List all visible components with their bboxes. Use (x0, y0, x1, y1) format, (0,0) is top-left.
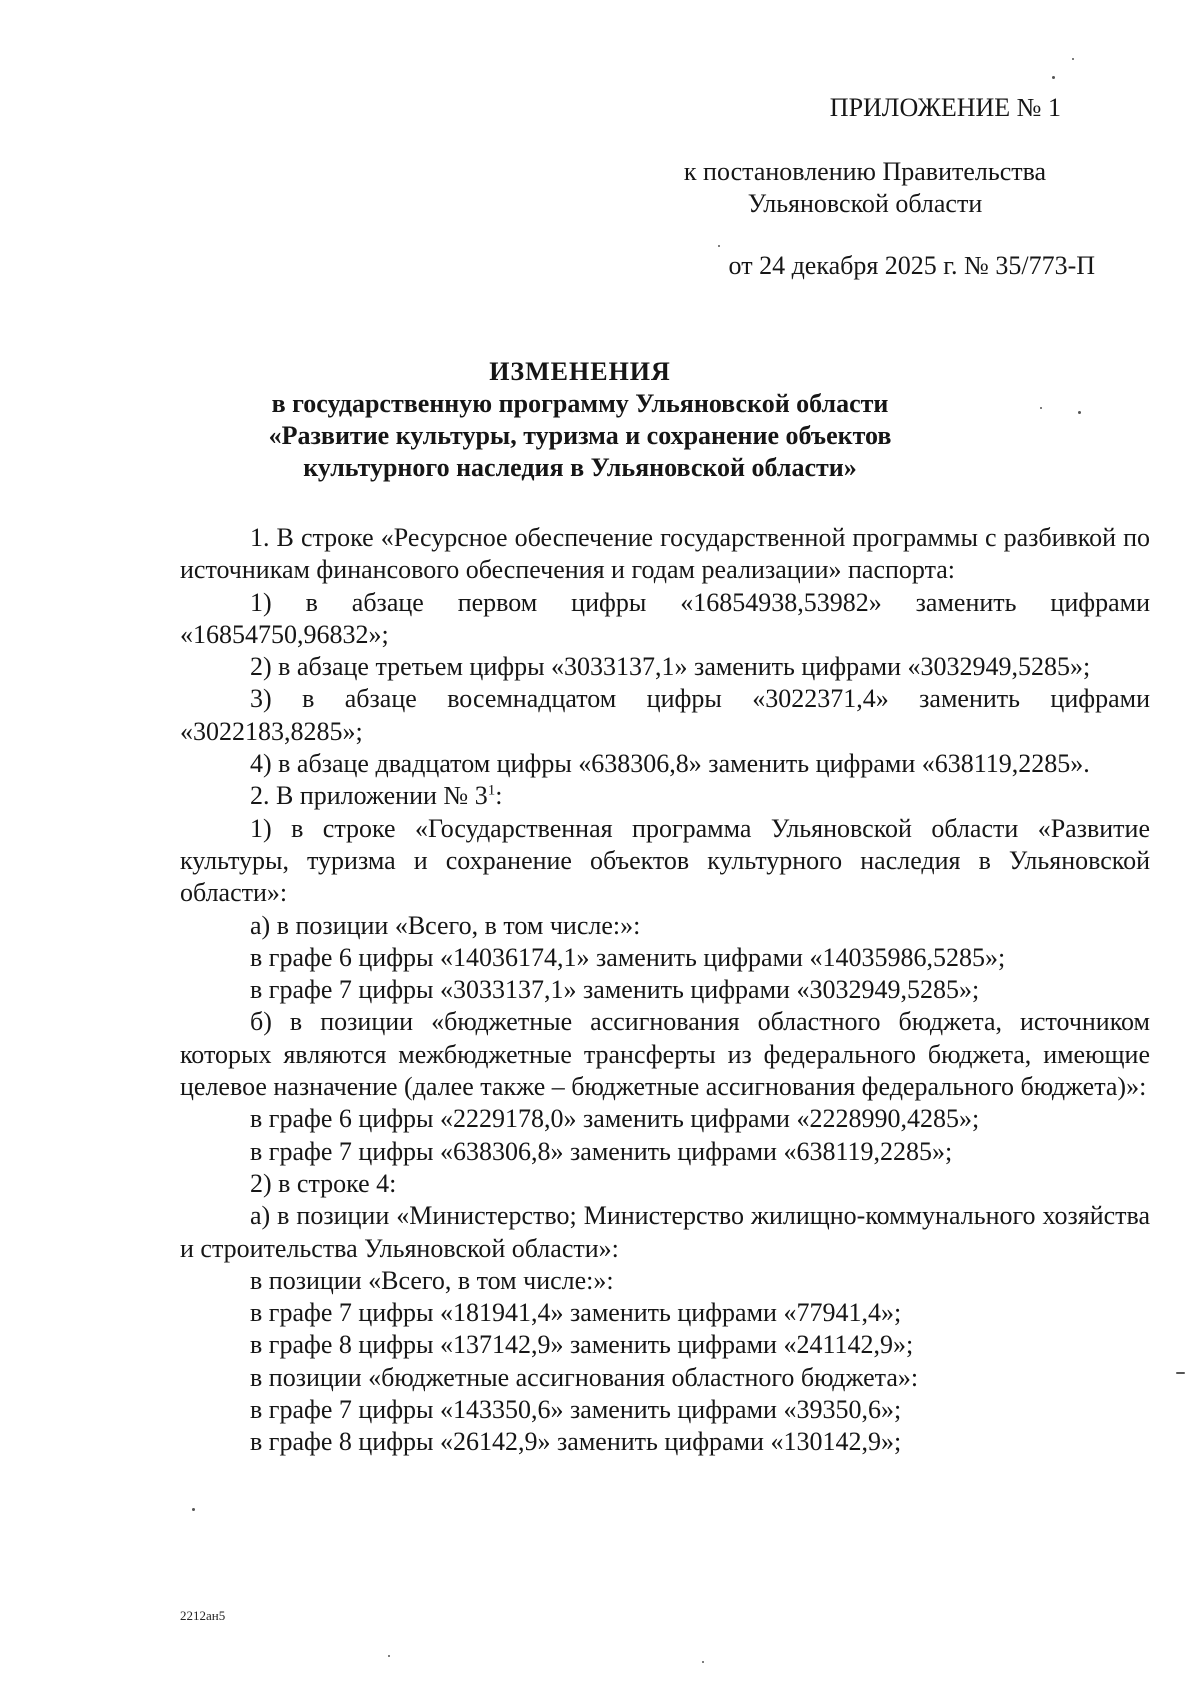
title-line2: в государственную программу Ульяновской области (271, 389, 889, 418)
resolution-date: от 24 декабря 2025 г. № 35/773-П (728, 251, 1095, 280)
title-line4: культурного наследия в Ульяновской области» (303, 453, 857, 482)
document-title (150, 356, 1010, 484)
resolution-reference-line1: к постановлению Правительства (683, 157, 1047, 186)
scan-speck (1040, 407, 1042, 409)
paragraph-1-item-3: 3) в абзаце восемнадцатом цифры «3022371,4» заменить цифрами «3022183,8285»; (180, 684, 1150, 746)
paragraph-2-item-1a: а) в позиции «Всего, в том числе:»: (250, 910, 641, 940)
paragraph-2-item-2: 2) в строке 4: (250, 1168, 397, 1198)
title-line1: ИЗМЕНЕНИЯ (489, 357, 671, 386)
paragraph-2-item-1a-column-7: в графе 7 цифры «3033137,1» заменить цифрами «3032949,5285»; (250, 975, 980, 1005)
paragraph-2-item-2a-regional-column-8: в графе 8 цифры «26142,9» заменить цифрами «130142,9»; (250, 1427, 902, 1457)
paragraph-2-colon: : (495, 781, 503, 811)
scan-speck (718, 245, 720, 247)
paragraph-2-item-1b: б) в позиции «бюджетные ассигнования областного бюджета, источником которых являются межбюджетные трансферты из федерального бюджета, имеющие целевое назначение (далее также – бюджетные ассигнования федерального бюджета)»: (180, 1007, 1150, 1102)
paragraph-2-item-2a-total-column-7: в графе 7 цифры «181941,4» заменить цифрами «77941,4»; (250, 1298, 902, 1328)
paragraph-2-item-2a-total: в позиции «Всего, в том числе:»: (250, 1265, 614, 1295)
appendix-label: ПРИЛОЖЕНИЕ № 1 (829, 93, 1061, 122)
resolution-reference (655, 156, 1075, 220)
paragraph-2-item-1b-column-7: в графе 7 цифры «638306,8» заменить цифрами «638119,2285»; (250, 1136, 953, 1166)
resolution-reference-line2: Ульяновской области (747, 189, 983, 218)
paragraph-2 (180, 780, 1150, 812)
paragraph-2-item-1: 1) в строке «Государственная программа Ульяновской области «Развитие культуры, туризма и сохранение объектов культурного наследия в Ульяновской области»: (180, 813, 1150, 908)
title-line3: «Развитие культуры, туризма и сохранение объектов (268, 421, 892, 450)
paragraph-2-item-2a-total-column-8: в графе 8 цифры «137142,9» заменить цифрами «241142,9»; (250, 1330, 914, 1360)
scan-speck (1176, 1372, 1185, 1374)
paragraph-2-item-2a-regional: в позиции «бюджетные ассигнования областного бюджета»: (250, 1362, 919, 1392)
paragraph-2-item-1a-column-6: в графе 6 цифры «14036174,1» заменить цифрами «14035986,5285»; (250, 942, 1006, 972)
paragraph-1: 1. В строке «Ресурсное обеспечение государственной программы с разбивкой по источникам финансового обеспечения и годам реализации» паспорта: (180, 523, 1150, 585)
paragraph-2-item-1b-column-6: в графе 6 цифры «2229178,0» заменить цифрами «2228990,4285»; (250, 1104, 980, 1134)
document-code: 2212ан5 (180, 1608, 226, 1623)
scan-speck (702, 1661, 704, 1663)
scan-speck (1052, 76, 1055, 79)
document-header (655, 92, 1095, 282)
document-body (180, 522, 1150, 1459)
paragraph-1-item-1: 1) в абзаце первом цифры «16854938,53982» заменить цифрами «16854750,96832»; (180, 587, 1150, 649)
scan-speck (1078, 411, 1081, 414)
paragraph-1-item-4: 4) в абзаце двадцатом цифры «638306,8» заменить цифрами «638119,2285». (250, 749, 1090, 779)
paragraph-2-item-2a-regional-column-7: в графе 7 цифры «143350,6» заменить цифрами «39350,6»; (250, 1395, 902, 1425)
paragraph-1-item-2: 2) в абзаце третьем цифры «3033137,1» заменить цифрами «3032949,5285»; (250, 652, 1091, 682)
scan-speck (388, 1655, 390, 1657)
scan-speck (1072, 58, 1074, 60)
scan-speck (192, 1508, 195, 1511)
paragraph-2-text: 2. В приложении № 3 (250, 781, 488, 811)
paragraph-2-item-2a: а) в позиции «Министерство; Министерство жилищно-коммунального хозяйства и строительства Ульяновской области»: (180, 1201, 1150, 1263)
paragraph-2-superscript: 1 (487, 782, 496, 799)
